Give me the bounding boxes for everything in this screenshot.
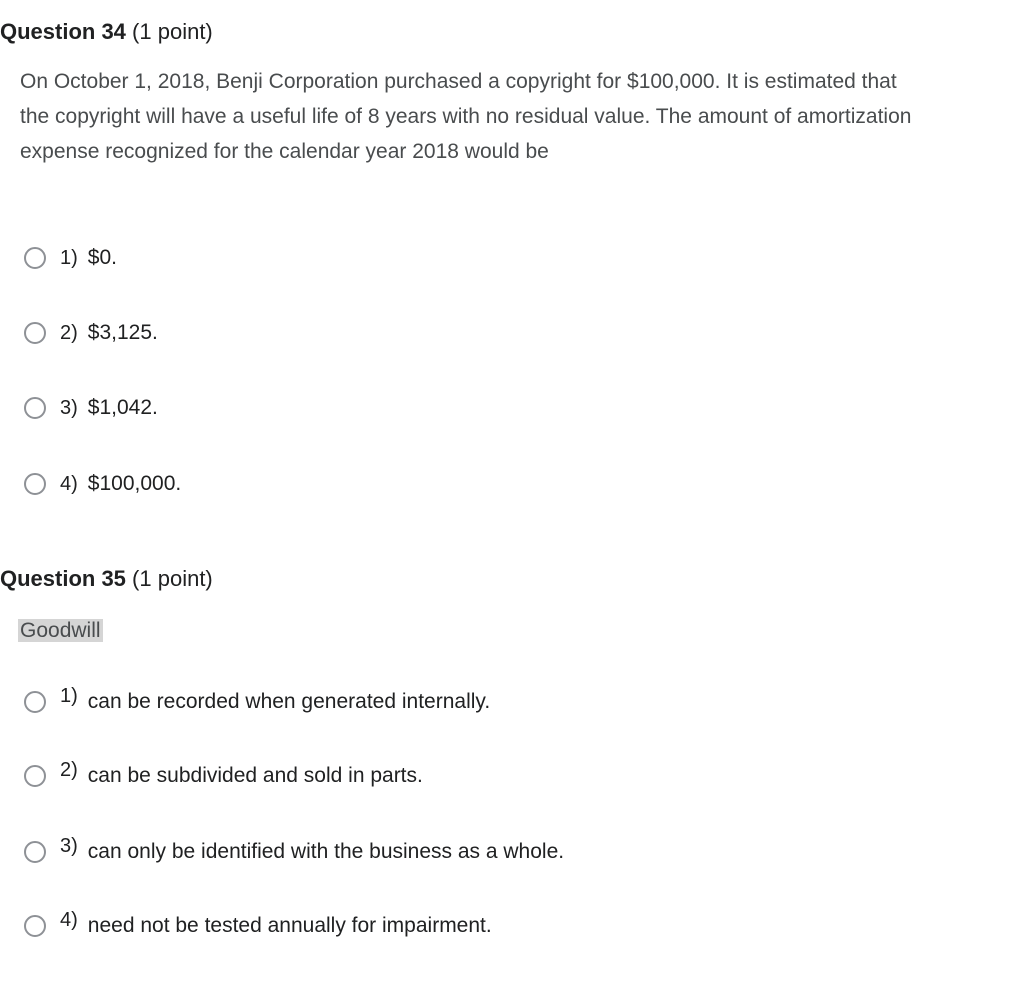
option-text: $100,000.: [87, 472, 182, 495]
question-header: [0, 14, 1031, 50]
answer-option-1[interactable]: [24, 240, 117, 276]
radio-button[interactable]: [24, 691, 46, 713]
radio-button[interactable]: [24, 322, 46, 344]
answer-option-3[interactable]: [24, 834, 564, 870]
answer-option-4[interactable]: [24, 466, 181, 502]
question-points: (1 point): [132, 566, 213, 591]
option-number: 3): [60, 396, 78, 419]
option-number: 1): [60, 246, 78, 269]
option-number: 1): [60, 684, 78, 707]
question-points: (1 point): [132, 19, 213, 44]
option-number: 4): [60, 472, 78, 495]
answer-option-2[interactable]: [24, 758, 423, 794]
radio-button[interactable]: [24, 247, 46, 269]
question-title: Question 34: [0, 19, 126, 44]
option-text: can be recorded when generated internally.: [87, 690, 491, 713]
option-text: $1,042.: [87, 396, 158, 419]
question-title: Question 35: [0, 566, 126, 591]
answer-option-2[interactable]: [24, 315, 158, 351]
question-34: [0, 14, 1031, 495]
highlighted-prompt-text: Goodwill: [20, 619, 101, 642]
option-number: 2): [60, 758, 78, 781]
question-prompt: [18, 613, 918, 648]
radio-button[interactable]: [24, 397, 46, 419]
option-text: need not be tested annually for impairment.: [87, 914, 492, 937]
option-text: can only be identified with the business as a whole.: [87, 840, 565, 863]
question-prompt: On October 1, 2018, Benji Corporation purchased a copyright for $100,000. It is estimated that the copyright will have a useful life of 8 years with no residual value. The amount of amortization expense recognized for the calendar year 2018 would be: [20, 70, 912, 163]
option-number: 3): [60, 834, 78, 857]
radio-button[interactable]: [24, 765, 46, 787]
radio-button[interactable]: [24, 915, 46, 937]
radio-button[interactable]: [24, 841, 46, 863]
question-35: [0, 561, 1031, 937]
option-text: $0.: [87, 246, 117, 269]
option-text: $3,125.: [87, 321, 158, 344]
question-header: [0, 561, 1031, 597]
answer-option-4[interactable]: [24, 908, 492, 944]
option-number: 2): [60, 321, 78, 344]
answer-option-3[interactable]: [24, 390, 158, 426]
option-text: can be subdivided and sold in parts.: [87, 764, 423, 787]
radio-button[interactable]: [24, 473, 46, 495]
answer-option-1[interactable]: [24, 684, 490, 720]
option-number: 4): [60, 908, 78, 931]
